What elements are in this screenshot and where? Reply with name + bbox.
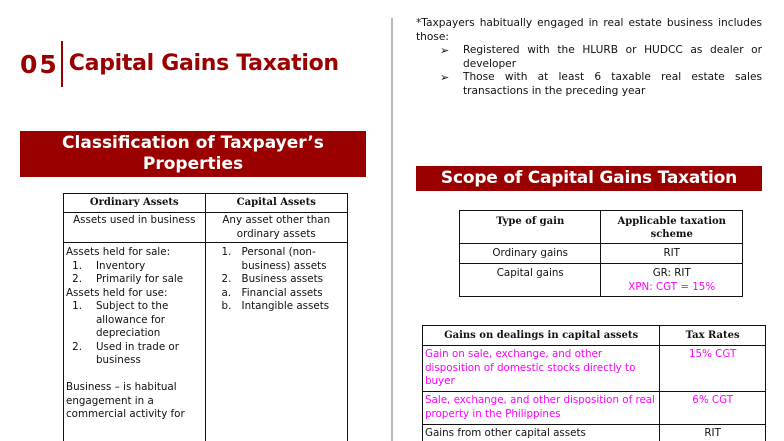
spacer: [66, 368, 204, 382]
page-divider: [391, 18, 393, 441]
tax-rate: 15% CGT: [660, 346, 766, 392]
header-taxation-scheme: Applicable taxation scheme: [601, 211, 743, 244]
table-row: [460, 244, 743, 264]
table-row: [423, 346, 766, 392]
table-row: [460, 264, 743, 297]
note-bullets: [416, 44, 762, 98]
header-capital-assets: Capital Assets: [205, 194, 347, 213]
held-for-sale-label: Assets held for sale:: [66, 246, 171, 258]
list-item: a. Financial assets: [221, 286, 323, 299]
arrow-bullet-icon: ➢: [440, 71, 450, 84]
gain-description: Gain on sale, exchange, and other disposition of domestic stocks directly to buyer: [423, 346, 660, 392]
list-item: 1. Personal (non-business) assets: [221, 246, 327, 272]
tax-rates-table: [422, 325, 766, 441]
arrow-bullet-icon: ➢: [440, 44, 450, 57]
list-item: 1. Subject to the allowance for depreciation: [72, 300, 169, 339]
list-item: b. Intangible assets: [221, 300, 330, 312]
ordinary-definition: Assets used in business: [64, 213, 206, 243]
list-item: ➢ Registered with the HLURB or HUDCC as dealer or developer: [440, 44, 762, 70]
exception-text: XPN: CGT = 15%: [628, 280, 716, 293]
classification-table: [63, 193, 348, 441]
capital-asset-list: [212, 246, 345, 314]
taxation-scheme: GR: RIT XPN: CGT = 15%: [601, 264, 743, 297]
held-for-use-list: [66, 300, 204, 368]
list-item: ➢ Those with at least 6 taxable real estate sales transactions in the preceding year: [440, 71, 762, 97]
held-for-use-label: Assets held for use:: [66, 286, 168, 299]
table-header-row: [423, 326, 766, 346]
section-title: [20, 40, 339, 88]
gain-type: Capital gains: [460, 264, 601, 297]
list-item: 1. Inventory: [72, 259, 146, 272]
list-item: 2. Used in trade or business: [72, 340, 179, 366]
list-item: 2. Primarily for sale: [72, 273, 184, 285]
page-title: Capital Gains Taxation: [68, 51, 339, 76]
list-item: 2. Business assets: [221, 273, 323, 285]
capital-definition: Any asset other than ordinary assets: [205, 213, 347, 243]
table-header-row: [460, 211, 743, 244]
classification-banner: Classification of Taxpayer’s Properties: [20, 131, 366, 177]
gain-description: Sale, exchange, and other disposition of real property in the Philippines: [423, 392, 660, 425]
business-definition: Business – is habitual engagement in a commercial activity for: [66, 381, 185, 420]
table-row: [64, 213, 348, 243]
real-estate-note: [416, 17, 762, 98]
table-header-row: [64, 194, 348, 213]
gain-type: Ordinary gains: [460, 244, 601, 264]
tax-rate: 6% CGT: [660, 392, 766, 425]
table-row: [64, 243, 348, 441]
title-separator-bar: [61, 41, 63, 87]
ordinary-details: [64, 243, 206, 441]
section-number: 05: [20, 49, 59, 79]
gain-description: Gains from other capital assets: [423, 425, 660, 441]
held-for-sale-list: [66, 260, 204, 287]
header-ordinary-assets: Ordinary Assets: [64, 194, 206, 213]
capital-details: [205, 243, 347, 441]
header-type-of-gain: Type of gain: [460, 211, 601, 244]
taxation-scheme: RIT: [601, 244, 743, 264]
scope-table: [459, 210, 743, 297]
tax-rate: RIT: [660, 425, 766, 441]
header-tax-rates: Tax Rates: [660, 326, 766, 346]
table-row: [423, 425, 766, 441]
note-intro: *Taxpayers habitually engaged in real estate business includes those:: [416, 17, 762, 43]
scope-banner: Scope of Capital Gains Taxation: [416, 166, 762, 191]
header-gains: Gains on dealings in capital assets: [423, 326, 660, 346]
table-row: [423, 392, 766, 425]
